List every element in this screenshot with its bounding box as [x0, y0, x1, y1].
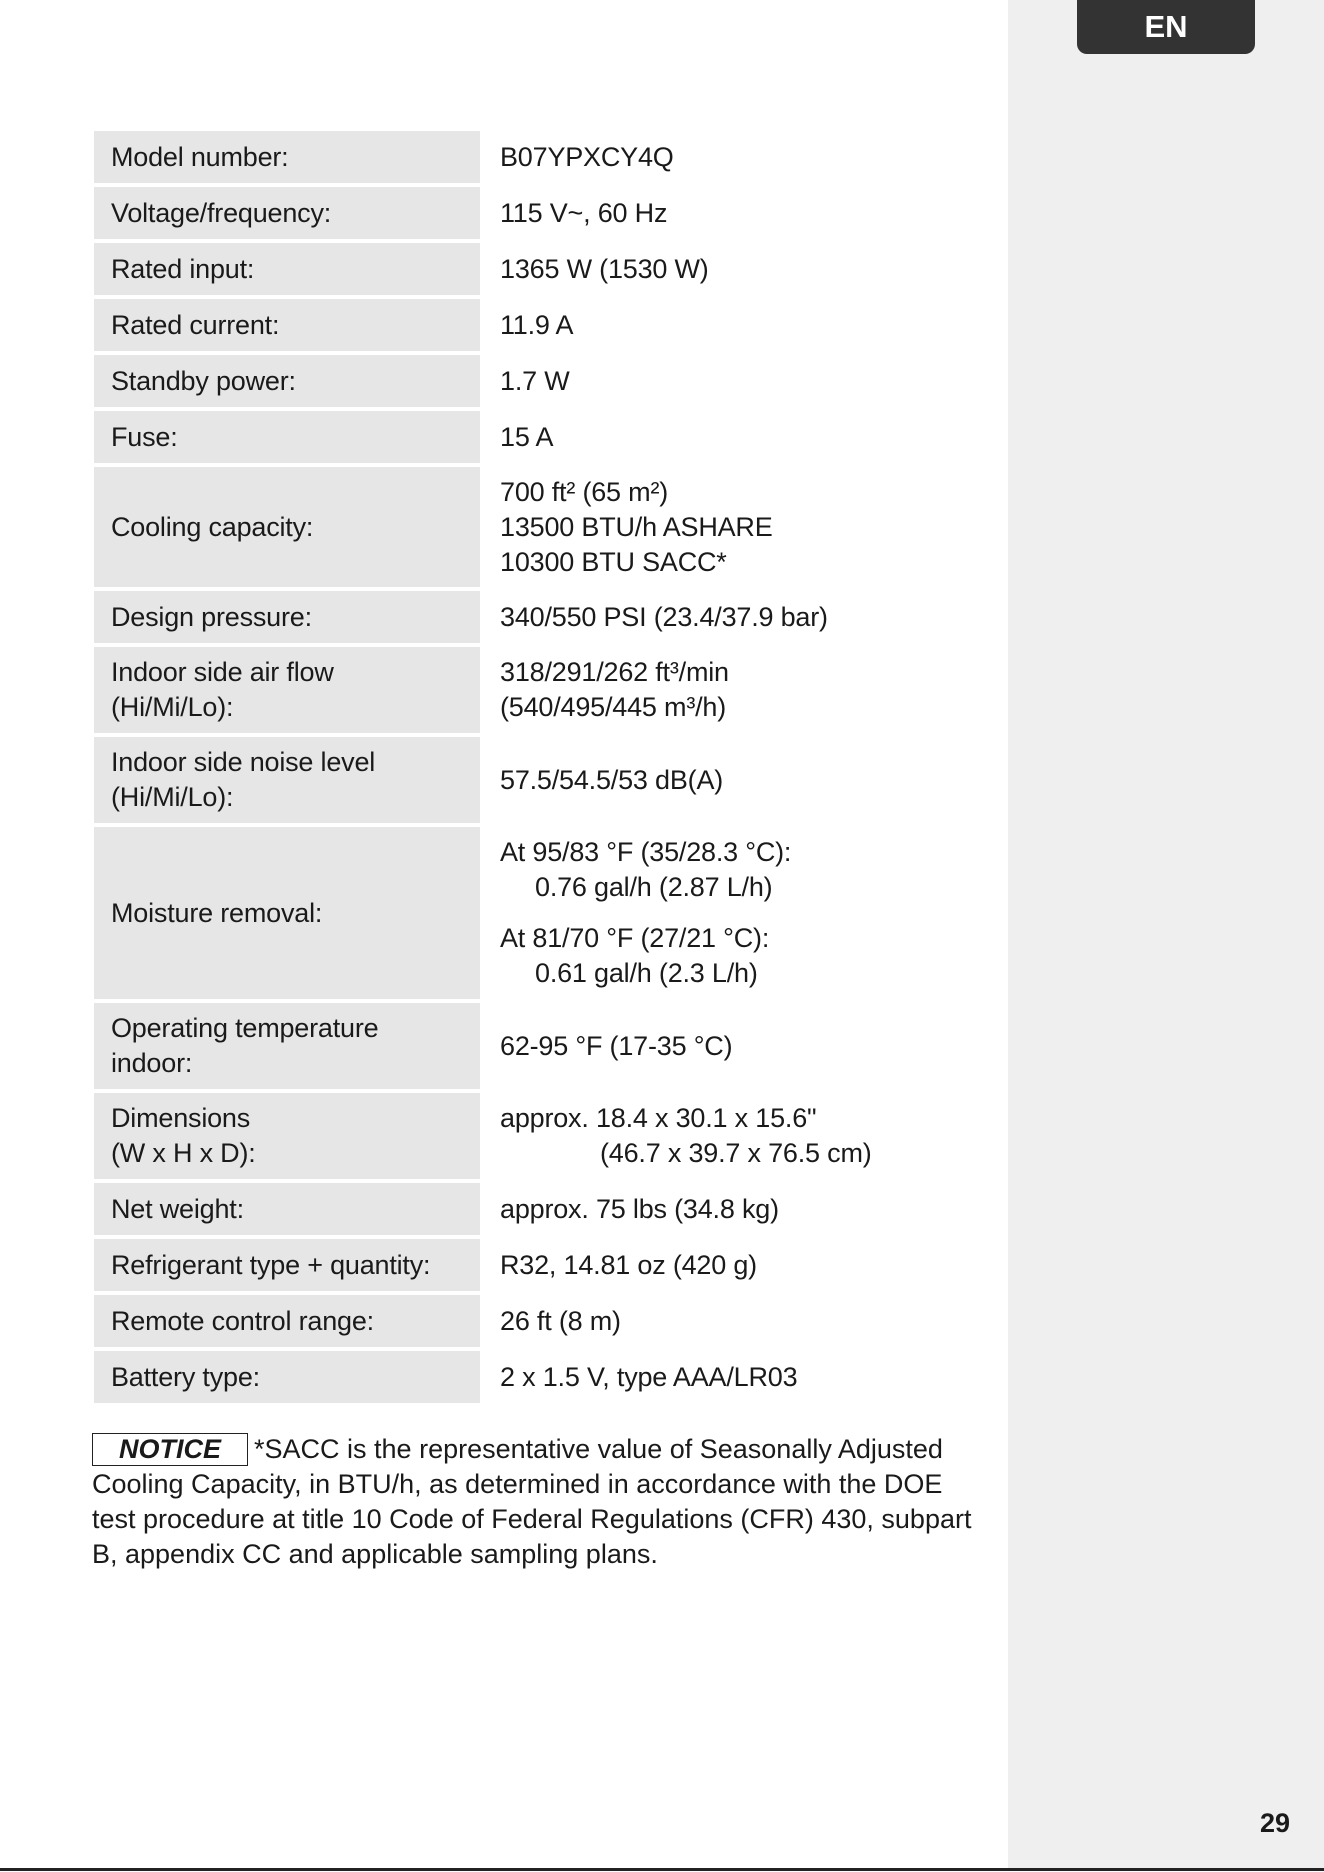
notice-badge: NOTICE — [92, 1433, 248, 1466]
sidebar-panel — [1008, 0, 1324, 1868]
spec-value: 62-95 °F (17-35 °C) — [500, 1030, 733, 1061]
notice-text: *SACC is the representative value of Seasonally Adjusted Cooling Capacity, in BTU/h, as determined in accordance with the DOE test procedure at title 10 Code of Federal Regulations (CFR) 430, subpart B, appendix CC and applicable sampling plans. — [92, 1434, 972, 1569]
spec-row — [94, 1351, 894, 1403]
spec-label: Indoor side air flow (Hi/Mi/Lo): — [94, 647, 480, 733]
spec-value: 2 x 1.5 V, type AAA/LR03 — [500, 1361, 798, 1392]
spec-row — [94, 411, 894, 463]
spec-label: Model number: — [94, 131, 480, 183]
spec-value: 1.7 W — [500, 365, 570, 396]
spec-label: Fuse: — [94, 411, 480, 463]
spec-row — [94, 355, 894, 407]
spec-label: Indoor side noise level (Hi/Mi/Lo): — [94, 737, 480, 823]
spec-value: approx. 75 lbs (34.8 kg) — [500, 1193, 779, 1224]
spec-row — [94, 827, 894, 999]
spec-value: 340/550 PSI (23.4/37.9 bar) — [500, 601, 828, 632]
spec-row — [94, 1295, 894, 1347]
spec-row — [94, 243, 894, 295]
spec-value: 318/291/262 ft³/min (540/495/445 m³/h) — [500, 657, 729, 722]
spec-label: Remote control range: — [94, 1295, 480, 1347]
spec-row — [94, 1003, 894, 1089]
spec-row — [94, 737, 894, 823]
spec-value: 700 ft² (65 m²) 13500 BTU/h ASHARE 10300 BTU SACC* — [500, 476, 773, 577]
bottom-rule — [0, 1868, 1324, 1871]
spec-label: Net weight: — [94, 1183, 480, 1235]
spec-row — [94, 131, 894, 183]
spec-value: 115 V~, 60 Hz — [500, 197, 668, 228]
spec-label: Design pressure: — [94, 591, 480, 643]
specifications-table — [94, 127, 894, 1407]
spec-row — [94, 1239, 894, 1291]
spec-label: Rated current: — [94, 299, 480, 351]
spec-label: Moisture removal: — [94, 827, 480, 999]
spec-row — [94, 467, 894, 587]
spec-label: Refrigerant type + quantity: — [94, 1239, 480, 1291]
spec-row — [94, 1093, 894, 1179]
spec-value: 11.9 A — [500, 309, 574, 340]
spec-row — [94, 299, 894, 351]
page-number: 29 — [1259, 1808, 1290, 1838]
spec-label: Battery type: — [94, 1351, 480, 1403]
language-tab: EN — [1077, 0, 1255, 54]
spec-value: At 95/83 °F (35/28.3 °C): 0.76 gal/h (2.87 L/h) At 81/70 °F (27/21 °C): 0.61 gal/h (2.3 L/h) — [500, 837, 792, 988]
spec-row — [94, 187, 894, 239]
spec-value: approx. 18.4 x 30.1 x 15.6" (46.7 x 39.7 x 76.5 cm) — [500, 1103, 872, 1168]
spec-label: Cooling capacity: — [94, 467, 480, 587]
spec-value: B07YPXCY4Q — [500, 141, 674, 172]
spec-label: Standby power: — [94, 355, 480, 407]
notice-paragraph — [92, 1432, 992, 1572]
spec-value: 26 ft (8 m) — [500, 1305, 621, 1336]
spec-row — [94, 647, 894, 733]
spec-label: Rated input: — [94, 243, 480, 295]
spec-label: Dimensions (W x H x D): — [94, 1093, 480, 1179]
spec-row — [94, 591, 894, 643]
spec-value: R32, 14.81 oz (420 g) — [500, 1249, 757, 1280]
spec-row — [94, 1183, 894, 1235]
spec-label: Operating temperature indoor: — [94, 1003, 480, 1089]
spec-label: Voltage/frequency: — [94, 187, 480, 239]
spec-value: 57.5/54.5/53 dB(A) — [500, 764, 724, 795]
spec-value: 1365 W (1530 W) — [500, 253, 709, 284]
spec-value: 15 A — [500, 421, 554, 452]
